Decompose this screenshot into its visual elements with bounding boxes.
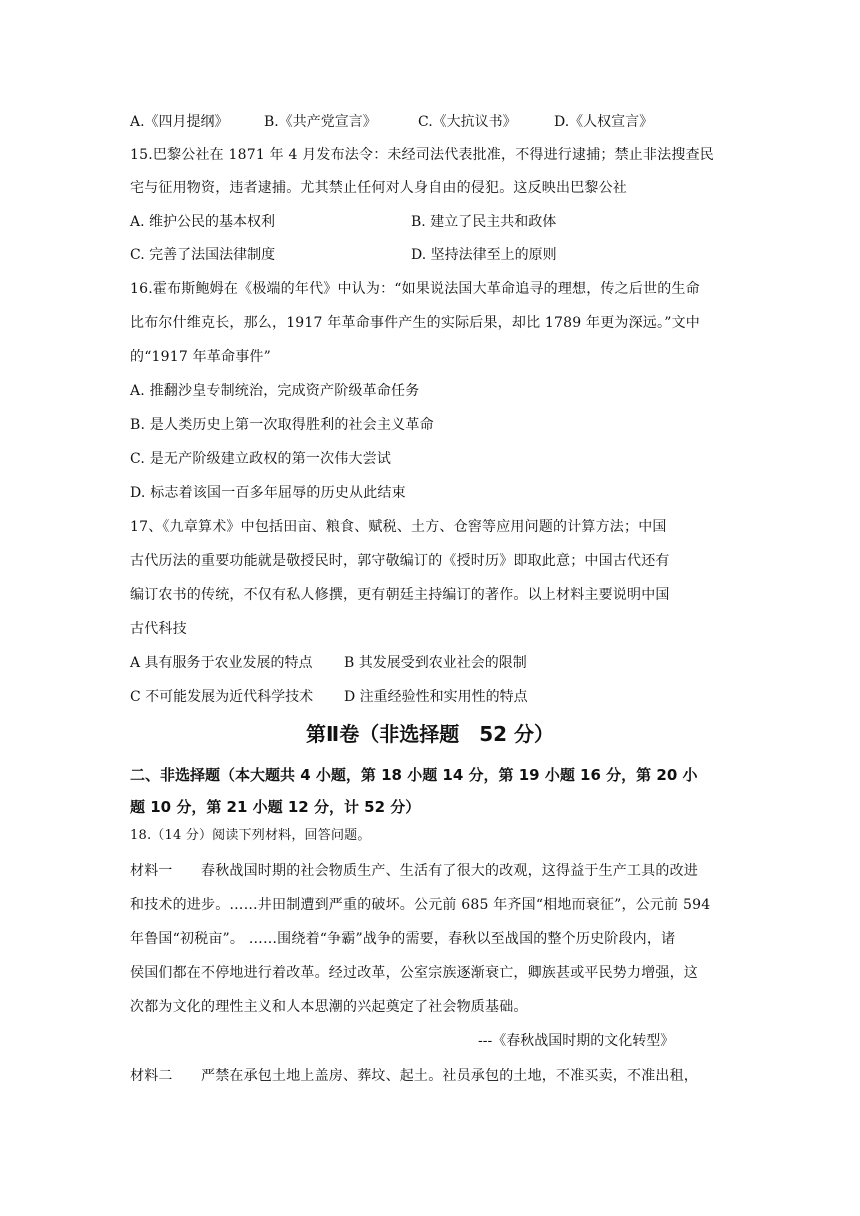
q16-stem-line-2: 比布尔什维克长，那么，1917 年革命事件产生的实际后果，却比 1789 年更为深远。”文中 — [130, 315, 700, 331]
q16-option-c: C. 是无产阶级建立政权的第一次伟大尝试 — [130, 451, 392, 467]
q17-option-d: D 注重经验性和实用性的特点 — [344, 689, 528, 705]
q17-stem-line-4: 古代科技 — [130, 621, 187, 637]
q17-stem-line-1: 17、《九章算术》中包括田亩、粮食、赋税、土方、仓窖等应用问题的计算方法；中国 — [130, 519, 667, 535]
q14-option-a: A.《四月提纲》 — [130, 114, 229, 130]
q18-material-2-line-1: 材料二 严禁在承包土地上盖房、葬坟、起土。社员承包的土地，不准买卖，不准出租， — [130, 1068, 698, 1084]
part-2-title: 第Ⅱ卷（非选择题 52 分） — [306, 722, 554, 746]
q17-option-c: C 不可能发展为近代科学技术 — [130, 689, 314, 705]
q15-option-b: B. 建立了民主共和政体 — [411, 214, 557, 230]
section-2-heading-line-2: 题 10 分，第 21 小题 12 分，计 52 分） — [130, 798, 421, 816]
q17-option-a: A 具有服务于农业发展的特点 — [130, 655, 313, 671]
q15-option-d: D. 坚持法律至上的原则 — [411, 247, 557, 263]
q16-option-d: D. 标志着该国一百多年屈辱的历史从此结束 — [130, 485, 406, 501]
q18-material-1-line-4: 侯国们都在不停地进行着改革。经过改革，公室宗族逐渐衰亡，卿族甚或平民势力增强，这 — [130, 965, 698, 981]
q18-material-1-line-5: 次都为文化的理性主义和人本思潮的兴起奠定了社会物质基础。 — [130, 999, 528, 1015]
q18-material-1-line-1: 材料一 春秋战国时期的社会物质生产、生活有了很大的改观，这得益于生产工具的改进 — [130, 863, 698, 879]
q18-material-1-line-3: 年鲁国“初税亩”。 ……围绕着“争霸”战争的需要，春秋以至战国的整个历史阶段内，诸 — [130, 931, 676, 947]
q14-option-c: C.《大抗议书》 — [418, 114, 517, 130]
section-2-heading-line-1: 二、非选择题（本大题共 4 小题，第 18 小题 14 分，第 19 小题 16 分，第 20 小 — [130, 766, 698, 784]
q16-option-b: B. 是人类历史上第一次取得胜利的社会主义革命 — [130, 417, 434, 433]
q17-stem-line-2: 古代历法的重要功能就是敬授民时，郭守敬编订的《授时历》即取此意；中国古代还有 — [130, 553, 670, 569]
q15-stem-line-1: 15.巴黎公社在 1871 年 4 月发布法令：未经司法代表批准，不得进行逮捕；禁止非法搜查民 — [130, 147, 714, 163]
q14-option-b: B.《共产党宣言》 — [264, 114, 377, 130]
q16-stem-line-3: 的“1917 年革命事件” — [130, 349, 271, 365]
q17-option-b: B 其发展受到农业社会的限制 — [344, 655, 527, 671]
q16-option-a: A. 推翻沙皇专制统治，完成资产阶级革命任务 — [130, 383, 420, 399]
q15-option-a: A. 维护公民的基本权利 — [130, 214, 276, 230]
q18-material-1-source: ---《春秋战国时期的文化转型》 — [478, 1033, 675, 1049]
q15-stem-line-2: 宅与征用物资，违者逮捕。尤其禁止任何对人身自由的侵犯。这反映出巴黎公社 — [130, 180, 627, 196]
q18-material-1-line-2: 和技术的进步。……井田制遭到严重的破坏。公元前 685 年齐国“相地而衰征”，公元前 594 — [130, 897, 711, 913]
q18-intro: 18.（14 分）阅读下列材料，回答问题。 — [130, 828, 371, 843]
q17-stem-line-3: 编订农书的传统，不仅有私人修撰，更有朝廷主持编订的著作。以上材料主要说明中国 — [130, 587, 670, 603]
q16-stem-line-1: 16.霍布斯鲍姆在《极端的年代》中认为：“如果说法国大革命追寻的理想，传之后世的生命 — [130, 281, 700, 297]
q14-option-d: D.《人权宣言》 — [554, 114, 654, 130]
q15-option-c: C. 完善了法国法律制度 — [130, 247, 276, 263]
